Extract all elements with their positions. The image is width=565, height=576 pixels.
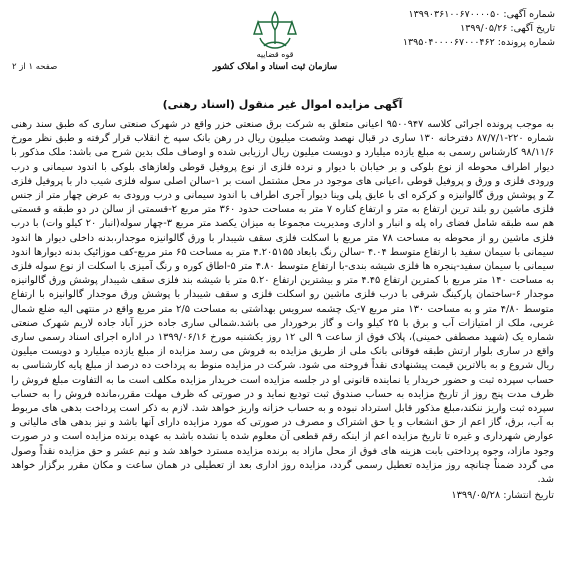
- ad-date-value: ۱۳۹۹/۰۵/۲۶: [460, 23, 508, 34]
- ad-number-value: ۱۳۹۹۰۳۶۱۰۰۶۷۰۰۰۰۵۰: [408, 9, 501, 20]
- ad-number-label: شماره آگهی:: [503, 9, 555, 20]
- notice-title: آگهی مزایده اموال غیر منقول (اسناد رهنی): [162, 98, 403, 111]
- publish-date-label: تاریخ انتشار:: [503, 490, 554, 501]
- notice-body: به موجب پرونده اجرائی کلاسه ۹۵۰۰۹۴۷ اعیانی متعلق به شرکت برق صنعتی خزر واقع در شهرک صنعتی ساری که طبق سند رهنی شماره ۲۲۰-۸۷/۷/۱ دفترخانه ۱۳۰ ساری در قبال نهصد وشصت میلیون ریال در رهن بانک سپه خ انقلاب قرار گرفته و طبق نظر مورخ ۹۸/۱۱/۶ کارشناس رسمی به مبلغ یازده میلیارد و دویست میلیون ریال ارزیابی شده و اوصاف ملک بدین شرح می باشد: ملک مذکور با دیوار اطراف محوطه از نوع بلوکی و بر خیابان با دیوار و نرده فلزی از نوع پروفیل قوطی ولغازهای بلوکی با اندود سیمانی و درب ورودی فلزی و ورق و پروفیل قوطی ،اعیانی های موجود در محل مشتمل است بر ۱-سالن اصلی سوله فلزی شیب دار با پروفیل فلزی Z و پوشش ورق گالوانیزه و کرکره ای با عایق پلی وینا دیوار آجری اطراف با اندود سیمانی و درب ورودی به عرض چهار متر از جنس فلزی ماشین رو بلند ترین ارتفاع به متر و ارتفاع کناره ۷ متر به مساحت حدود ۳۶۰ متر مربع ۲-قسمتی از سالن در دو طبقه و قسمتی هم سه طبقه شامل فضای راه پله و انبار و اداری ومدیریت مجموعا به میزان یکصد متر مربع ۳-چهار سوله(انبار ۲۰ کیلو وات) با درب فلزی ماشین رو از محوطه به مساحت ۷۸ متر مربع با اسکلت فلزی سقف شیبدار با ورق گالوانیزه موجدار،بدنه داخلی دیوار ها اندود سیمانی با سیمان سفید با ارتفاع متوسط ۴.۰۴ -سالن رنگ بابعاد ۴.۲۰۵۱۵۵ متر به مساحت ۶۵ متر مربع-کف موزائیک بدنه دیوارها اندود سیمانی با سیمان سفید-پنجره ها فلزی شیشه بندی-با ارتفاع متوسط ۴.۸۰ متر ۵-اطاق کوره و رنگ آمیزی با اسکلت از نوع سوله فلزی به مساحت ۱۴۰ متر مربع با کمترین ارتفاع ۴.۴۵ متر و بیشترین ارتفاع ۵.۲۰ متر با شیشه بند فلزی سقف شیبدار پوشش ورق گالوانیزه موجدار ۶-ساختمان پارکینگ شرقی با درب فلزی ماشین رو اسکلت فلزی و سقف شیبدار با پوشش ورق موجدار گالوانیزه با ارتفاع متوسط ۴/۸۰ متر و به مساحت ۱۳۰ متر مربع ۷-یک چشمه سرویس بهداشتی به مساحت ۲/۵ متر مربع واقع در منتهی الیه ضلع شمال غربی، ملک از امتیازات آب و برق با ۲۵ کیلو وات و گاز برخوردار می باشد.شمالی ساری جاده خزر آباد جاده لاریم شهرک صنعتی شماره یک (شهید مصطفی خمینی)، پلاک فوق از ساعت ۹ الی ۱۲ روز یکشنبه مورخ ۱۳۹۹/۰۶/۱۶ در اداره اجرای اسناد رسمی ساری واقع در ساری بلوار ارتش طبقه فوقانی بانک ملی از طریق مزایده به فروش می رسد مزایده از مبلغ یازده میلیارد و دویست میلیون ریال شروع و به بالاترین قیمت پیشنهادی نقداً فروخته می شود. شرکت در مزایده منوط به پرداخت ده درصد از مبلغ پایه کارشناسی به حساب سپرده ثبت و حضور خریدار یا نماینده قانونی او در جلسه مزایده است خریدار مزایده مکلف است ما به التفاوت مبلغ فروش را ظرف مدت پنج روز از تاریخ مزایده به حساب صندوق ثبت تودیع نماید و در صورتی که ظرف مهلت مقرر،مانده فروش را به حساب سپرده ثبت واریز ننکند،مبلغ مذکور قابل استرداد نبوده و به حساب خزانه واریز خواهد شد. لازم به ذکر است پرداخت بدهی های مربوط به آب، برق، گاز اعم از حق انشعاب و یا حق اشتراک و مصرف در صورتی که مورد مزایده دارای آنها باشد و نیز بدهی های مالیاتی و عوارض شهرداری و غیره تا تاریخ مزایده اعم از اینکه رقم قطعی آن معلوم شده یا نشده باشد به عهده برنده مزایده است و در صورت وجود مازاد، وجوه پرداختی بابت هزینه های فوق از محل مازاد به برنده مزایده مسترد خواهد شد و نیم عشر و حق مزایده نقداً وصول می گردد ضمناً چنانچه روز مزایده تعطیل رسمی گردد، مزایده روز اداری بعد از تعطیلی در همان ساعت و مکان مقرر برگزار خواهد شد.: [11, 119, 555, 486]
- ad-metadata: [345, 8, 555, 50]
- page-indicator: صفحه ۱ از ۲: [12, 62, 58, 72]
- file-number-label: شماره پرونده:: [497, 37, 555, 48]
- publish-date-value: ۱۳۹۹/۰۵/۲۸: [451, 490, 501, 501]
- emblem-caption: قوه قضاییه: [256, 50, 294, 59]
- file-number-value: ۱۳۹۵۰۴۰۰۰۰۶۷۰۰۰۴۶۲: [402, 37, 495, 48]
- file-number-row: [345, 36, 555, 50]
- judiciary-emblem-icon: [250, 8, 300, 52]
- ad-date-label: تاریخ آگهی:: [510, 23, 555, 34]
- ad-number-row: [345, 8, 555, 22]
- ad-date-row: [345, 22, 555, 36]
- organization-name: سازمان ثبت اسناد و املاک کشور: [212, 62, 338, 72]
- publish-date-row: [11, 489, 554, 503]
